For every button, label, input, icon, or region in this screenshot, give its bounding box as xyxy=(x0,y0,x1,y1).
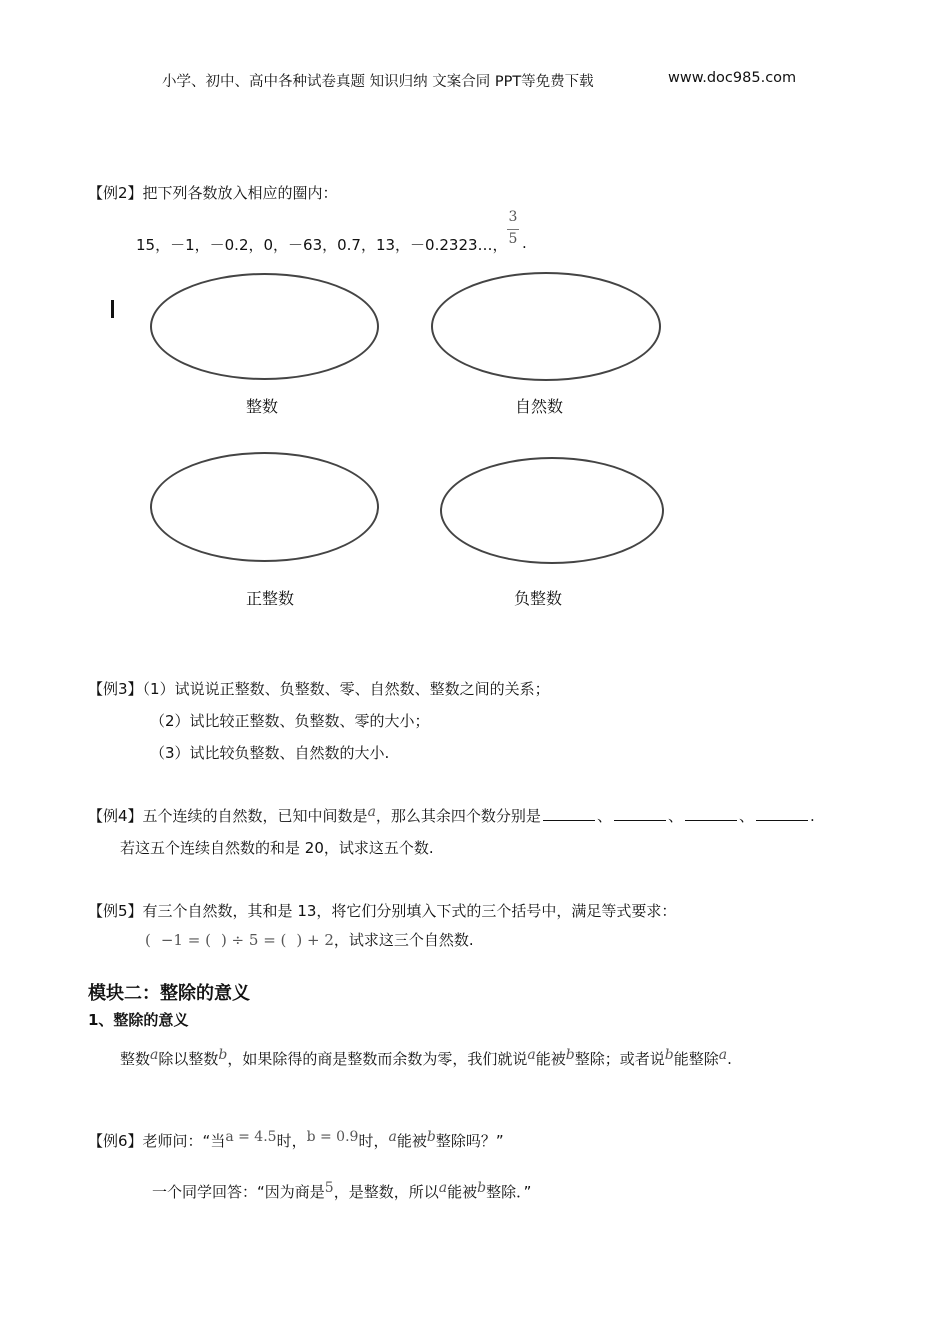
def-var-b-1: b xyxy=(218,1047,228,1063)
ex5-paren-1: ( xyxy=(145,931,151,949)
ex4-blank-3[interactable] xyxy=(685,806,737,821)
ex2-fraction-bar xyxy=(507,229,519,230)
ex6-ans-var-a: a xyxy=(438,1180,448,1196)
ex6-q-1: 老师问：“当 xyxy=(142,1132,226,1150)
divisibility-definition xyxy=(120,1048,732,1069)
ex6-q-2: 时， xyxy=(276,1132,307,1150)
def-text-2: 除以整数 xyxy=(158,1050,219,1068)
ex2-end-period: . xyxy=(522,234,527,252)
header-site-link[interactable]: www.doc985.com xyxy=(668,70,797,86)
ex4-text-b: ，那么其余四个数分别是 xyxy=(375,807,541,825)
label-natural-numbers: 自然数 xyxy=(514,397,563,416)
ex4-text-a: 五个连续的自然数，已知中间数是 xyxy=(142,807,368,825)
ellipse-positive-integers[interactable] xyxy=(150,452,379,562)
ex6-ans-var-b: b xyxy=(477,1180,487,1196)
label-negative-integers: 负整数 xyxy=(513,589,562,608)
ex4-sep-1: 、 xyxy=(596,807,612,825)
ex2-fraction-numerator: 3 xyxy=(508,209,518,225)
ex6-q-4: 能被 xyxy=(396,1132,427,1150)
text-cursor xyxy=(111,300,114,318)
ex3-item-3: （3）试比较负整数、自然数的大小. xyxy=(150,744,390,762)
module-2-subtitle: 1、整除的意义 xyxy=(88,1011,189,1029)
ex6-q-3: 时， xyxy=(358,1132,389,1150)
ex2-fraction-denominator: 5 xyxy=(508,231,518,247)
ex4-line-1 xyxy=(88,805,815,826)
ex6-answer xyxy=(152,1181,531,1202)
ex5-eq-part-2: ) ÷ 5 = ( xyxy=(220,931,287,949)
ex6-ans-2: ，是整数，所以 xyxy=(333,1183,439,1201)
ex5-eq-part-3: ) + 2 xyxy=(296,931,334,949)
def-text-1: 整数 xyxy=(120,1050,151,1068)
ex4-end: . xyxy=(809,807,815,825)
ex4-sep-2: 、 xyxy=(667,807,683,825)
ex6-ans-five: 5 xyxy=(324,1180,334,1196)
ellipse-negative-integers[interactable] xyxy=(440,457,664,564)
ex4-blank-4[interactable] xyxy=(756,806,808,821)
ex4-sep-3: 、 xyxy=(738,807,754,825)
ex4-label: 【例4】 xyxy=(88,807,143,825)
ex5-text: 有三个自然数，其和是 13，将它们分别填入下式的三个括号中，满足等式要求： xyxy=(142,902,677,920)
ex4-blank-1[interactable] xyxy=(543,806,595,821)
ex5-after: ，试求这三个自然数. xyxy=(333,931,474,949)
def-text-4: 能被 xyxy=(535,1050,566,1068)
def-var-a-1: a xyxy=(150,1047,159,1063)
module-2-title: 模块二：整除的意义 xyxy=(88,983,250,1004)
ex5-label: 【例5】 xyxy=(88,902,143,920)
def-end: . xyxy=(727,1050,732,1068)
ex6-var-b: b xyxy=(426,1129,436,1145)
ex4-blank-2[interactable] xyxy=(614,806,666,821)
def-text-5: 整除；或者说 xyxy=(574,1050,665,1068)
ex2-label: 【例2】 xyxy=(88,184,143,202)
ex5-line-1 xyxy=(88,900,676,921)
ex5-eq-part-1: −1 = ( xyxy=(160,931,211,949)
ex5-equation-line xyxy=(145,929,474,950)
ex6-ans-1: 一个同学回答：“因为商是 xyxy=(152,1183,325,1201)
def-text-3: ，如果除得的商是整数而余数为零，我们就说 xyxy=(227,1050,528,1068)
ex3-item-2: （2）试比较正整数、负整数、零的大小； xyxy=(150,712,430,730)
def-var-b-3: b xyxy=(664,1047,674,1063)
label-positive-integers: 正整数 xyxy=(245,589,294,608)
ex6-ans-3: 能被 xyxy=(447,1183,478,1201)
ex6-var-a: a xyxy=(388,1129,397,1145)
ex4-line-2: 若这五个连续自然数的和是 20，试求这五个数. xyxy=(120,839,434,857)
ex6-label: 【例6】 xyxy=(88,1132,143,1150)
ex3-line-1 xyxy=(88,678,550,699)
def-var-b-2: b xyxy=(565,1047,575,1063)
ex2-prompt: 把下列各数放入相应的圈内： xyxy=(142,184,338,202)
ex6-question xyxy=(88,1130,504,1151)
ex6-eq-b: b = 0.9 xyxy=(306,1129,359,1145)
def-text-6: 能整除 xyxy=(673,1050,719,1068)
label-integers: 整数 xyxy=(245,397,278,416)
ellipse-integers[interactable] xyxy=(150,273,379,380)
ex3-label: 【例3】 xyxy=(88,680,143,698)
header-tagline: 小学、初中、高中各种试卷真题 知识归纳 文案合同 PPT等免费下载 xyxy=(162,74,594,90)
ex6-eq-a: a = 4.5 xyxy=(225,1129,277,1145)
ex2-number-list: 15，－1，－0.2，0，－63，0.7，13，－0.2323…， xyxy=(136,236,508,254)
ex6-ans-4: 整除．” xyxy=(486,1183,532,1201)
ellipse-natural-numbers[interactable] xyxy=(431,272,661,381)
def-var-a-2: a xyxy=(527,1047,536,1063)
ex3-item-1: （1）试说说正整数、负整数、零、自然数、整数之间的关系； xyxy=(142,680,550,698)
ex6-q-5: 整除吗？” xyxy=(435,1132,504,1150)
def-var-a-3: a xyxy=(718,1047,728,1063)
ex4-var-a: a xyxy=(367,804,376,820)
ex2-heading xyxy=(88,182,338,203)
